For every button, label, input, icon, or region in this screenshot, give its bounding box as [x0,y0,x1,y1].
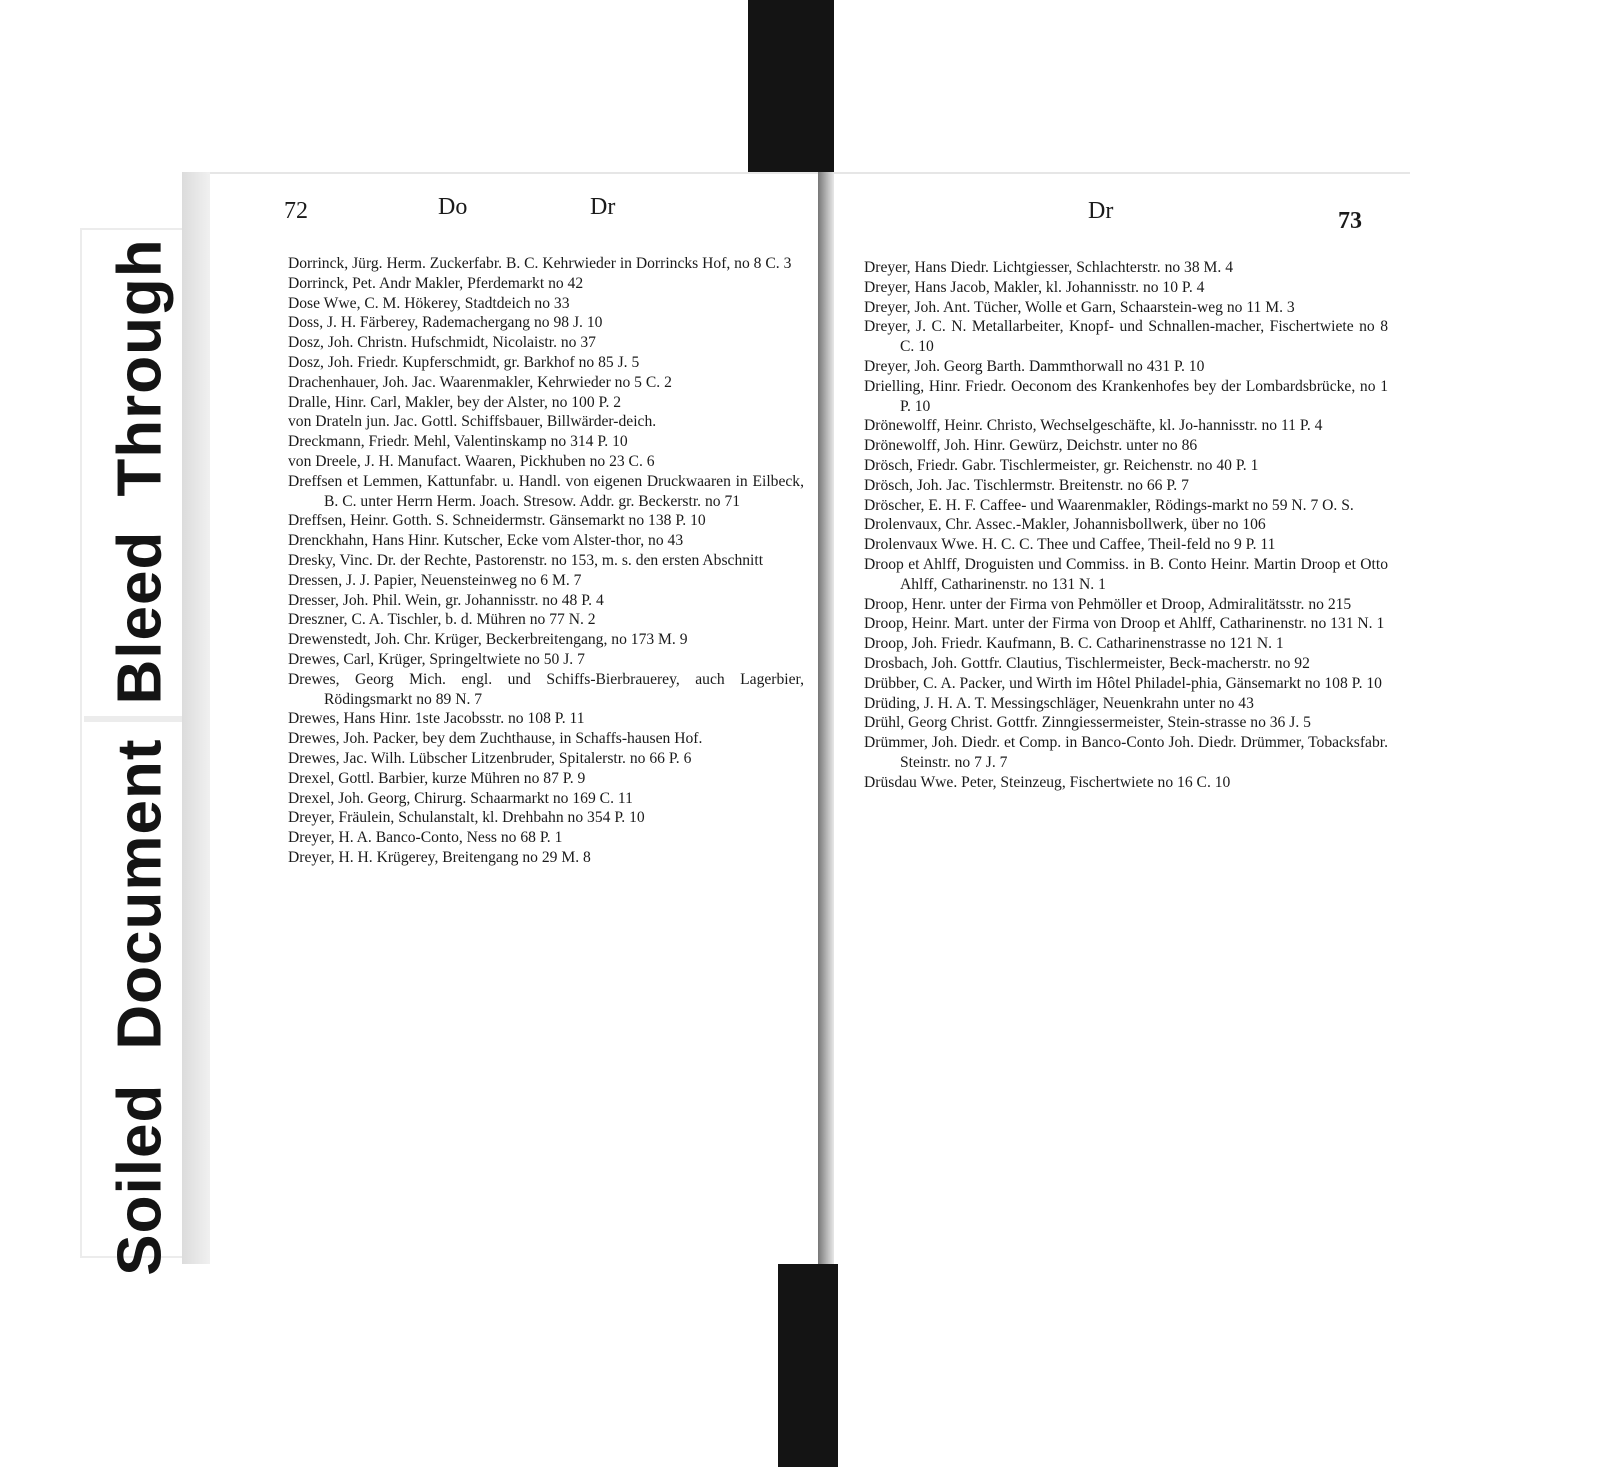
stamp-word: Through [105,238,175,497]
left-page [210,172,818,1264]
gutter-shadow-bottom [778,1260,838,1467]
directory-entry: Drolenvaux Wwe. H. C. C. Thee und Caffee, Theil-feld no 9 P. 11 [864,536,1276,554]
directory-entry: Dreszner, C. A. Tischler, b. d. Mühren no 77 N. 2 [288,611,596,629]
directory-entry: Dreyer, J. C. N. Metallarbeiter, Knopf- und Schnallen-macher, Fischertwiete no 8 C. 10 [864,318,1388,356]
stamp-word: Bleed [105,530,175,705]
directory-entry: Dröscher, E. H. F. Caffee- und Waarenmakler, Rödings-markt no 59 N. 7 O. S. [864,496,1354,514]
directory-entry: Drewes, Jac. Wilh. Lübscher Litzenbruder, Spitalerstr. no 66 P. 6 [288,749,692,767]
directory-entry: Drümmer, Joh. Diedr. et Comp. in Banco-Conto Joh. Diedr. Drümmer, Tobacksfabr. Steinstr. no 7 J. 7 [864,734,1388,771]
directory-entry: Dreyer, Hans Jacob, Makler, kl. Johannisstr. no 10 P. 4 [864,278,1205,296]
directory-entry: Drüding, J. H. A. T. Messingschläger, Neuenkrahn unter no 43 [864,694,1254,712]
directory-entry: Drewes, Georg Mich. engl. und Schiffs-Bierbrauerey, auch Lagerbier, Rödingsmarkt no 89 N. 7 [288,670,804,708]
directory-entry: Dreffsen et Lemmen, Kattunfabr. u. Handl. von eigenen Druckwaaren in Eilbeck, B. C. unter Herrn Herm. Joach. Stresow. Addr. gr. Beckerstr. no 71 [288,472,804,510]
directory-entry: Drenckhahn, Hans Hinr. Kutscher, Ecke vom Alster-thor, no 43 [288,532,684,550]
directory-entry: Dreyer, Joh. Georg Barth. Dammthorwall no 431 P. 10 [864,357,1205,375]
directory-entry: Drewes, Joh. Packer, bey dem Zuchthause, in Schaffs-hausen Hof. [288,730,703,748]
directory-entry: Dorrinck, Pet. Andr Makler, Pferdemarkt no 42 [288,274,584,292]
book-spine [818,172,834,1264]
stamp-label [105,204,176,1275]
directory-entry: Dresky, Vinc. Dr. der Rechte, Pastorenstr. no 153, m. s. den ersten Abschnitt [288,551,764,569]
directory-entry: Dosz, Joh. Christn. Hufschmidt, Nicolaistr. no 37 [288,334,596,352]
directory-entry: Drühl, Georg Christ. Gottfr. Zinngiessermeister, Stein-strasse no 36 J. 5 [864,714,1311,732]
directory-entry: Droop et Ahlff, Droguisten und Commiss. in B. Conto Heinr. Martin Droop et Otto Ahlff, Catharinenstr. no 131 N. 1 [864,555,1388,593]
directory-entry: Doss, J. H. Färberey, Rademachergang no 98 J. 10 [288,314,603,332]
directory-entry: Drolenvaux, Chr. Assec.-Makler, Johannisbollwerk, über no 106 [864,516,1266,534]
directory-entry: Drexel, Joh. Georg, Chirurg. Schaarmarkt no 169 C. 11 [288,789,633,807]
directory-entry: Drachenhauer, Joh. Jac. Waarenmakler, Kehrwieder no 5 C. 2 [288,373,672,391]
directory-entry: Dreyer, Joh. Ant. Tücher, Wolle et Garn, Schaarstein-weg no 11 M. 3 [864,298,1295,316]
directory-entry: Drübber, C. A. Packer, und Wirth im Hôtel Philadel-phia, Gänsemarkt no 108 P. 10 [864,674,1382,692]
directory-entry: Drösch, Joh. Jac. Tischlermstr. Breitenstr. no 66 P. 7 [864,476,1189,494]
directory-entry: Drönewolff, Joh. Hinr. Gewürz, Deichstr. unter no 86 [864,437,1198,455]
directory-entry: Dresser, Joh. Phil. Wein, gr. Johannisstr. no 48 P. 4 [288,591,604,609]
directory-entry: Dorrinck, Jürg. Herm. Zuckerfabr. B. C. Kehrwieder in Dorrincks Hof, no 8 C. 3 [288,255,792,272]
directory-entry: Drewenstedt, Joh. Chr. Krüger, Beckerbreitengang, no 173 M. 9 [288,631,688,649]
directory-entry: Drösch, Friedr. Gabr. Tischlermeister, gr. Reichenstr. no 40 P. 1 [864,456,1259,474]
directory-entry: Drewes, Hans Hinr. 1ste Jacobsstr. no 108 P. 11 [288,710,585,728]
directory-entry: Droop, Henr. unter der Firma von Pehmöller et Droop, Admiralitätsstr. no 215 [864,595,1352,613]
page-number: 73 [1338,208,1362,234]
page-number: 72 [284,198,308,224]
heading-left: Do [438,194,468,220]
right-page [834,172,1410,1264]
directory-entry: Dreyer, Hans Diedr. Lichtgiesser, Schlachterstr. no 38 M. 4 [864,259,1234,276]
directory-entry: von Dreele, J. H. Manufact. Waaren, Pickhuben no 23 C. 6 [288,452,655,470]
directory-entry: Dreyer, H. H. Krügerey, Breitengang no 29 M. 8 [288,848,591,866]
directory-entry: Dose Wwe, C. M. Hökerey, Stadtdeich no 33 [288,294,570,312]
directory-entry: Dosz, Joh. Friedr. Kupferschmidt, gr. Barkhof no 85 J. 5 [288,353,640,371]
directory-entry: Dreyer, H. A. Banco-Conto, Ness no 68 P. 1 [288,829,563,847]
entry-list [288,254,804,868]
directory-entry: Dressen, J. J. Papier, Neuensteinweg no 6 M. 7 [288,571,582,589]
entry-list [864,258,1388,793]
directory-entry: Droop, Heinr. Mart. unter der Firma von Droop et Ahlff, Catharinenstr. no 131 N. 1 [864,615,1385,633]
directory-entry: Drexel, Gottl. Barbier, kurze Mühren no 87 P. 9 [288,769,586,787]
gutter-shadow-top [748,0,834,186]
stamp-word: Soiled [105,1083,175,1276]
stamp-word: Document [105,738,175,1050]
directory-entry: Drielling, Hinr. Friedr. Oeconom des Krankenhofes bey der Lombardsbrücke, no 1 P. 10 [864,377,1388,415]
page-edge-shadow [182,172,212,1264]
heading: Dr [1088,198,1114,224]
heading-right: Dr [590,194,616,220]
directory-entry: Drüsdau Wwe. Peter, Steinzeug, Fischertwiete no 16 C. 10 [864,773,1231,791]
directory-entry: Dreyer, Fräulein, Schulanstalt, kl. Drehbahn no 354 P. 10 [288,809,645,827]
directory-entry: Drewes, Carl, Krüger, Springeltwiete no 50 J. 7 [288,650,585,668]
directory-entry: Dreckmann, Friedr. Mehl, Valentinskamp no 314 P. 10 [288,433,628,451]
directory-entry: Drönewolff, Heinr. Christo, Wechselgeschäfte, kl. Jo-hannisstr. no 11 P. 4 [864,417,1323,435]
directory-entry: Droop, Joh. Friedr. Kaufmann, B. C. Catharinenstrasse no 121 N. 1 [864,635,1284,653]
directory-entry: Dralle, Hinr. Carl, Makler, bey der Alster, no 100 P. 2 [288,393,622,411]
directory-entry: Dreffsen, Heinr. Gotth. S. Schneidermstr. Gänsemarkt no 138 P. 10 [288,512,706,530]
directory-entry: Drosbach, Joh. Gottfr. Clautius, Tischlermeister, Beck-macherstr. no 92 [864,654,1310,672]
directory-entry: von Drateln jun. Jac. Gottl. Schiffsbauer, Billwärder-deich. [288,413,657,431]
